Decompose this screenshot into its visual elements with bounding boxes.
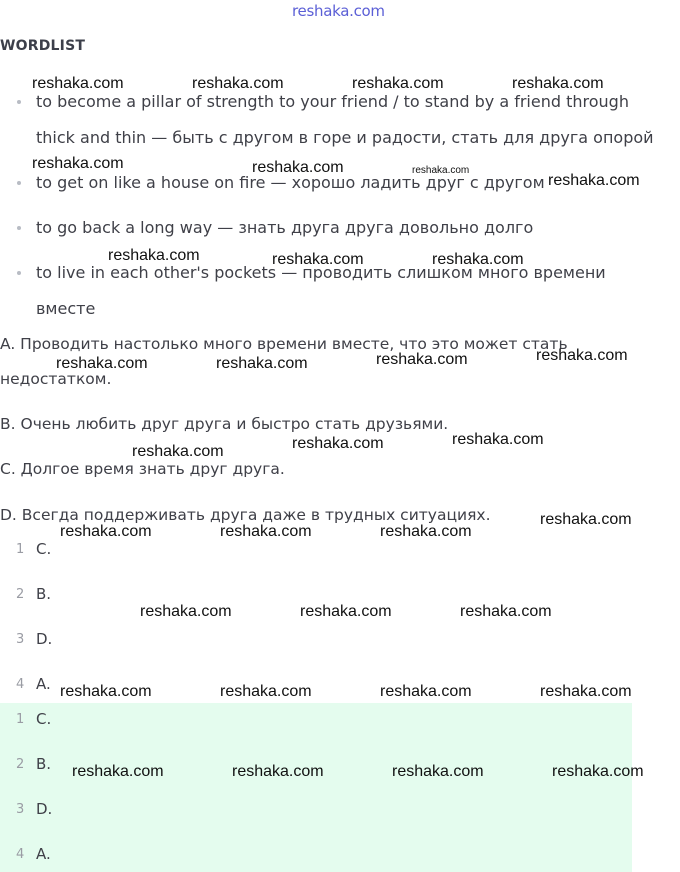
answer-letter: A. [36,675,51,693]
wordlist-item-4-line1: to live in each other's pockets — проводить слишком много времени [36,263,606,282]
answer-letter: B. [36,755,52,773]
wordlist-item-1-line1: to become a pillar of strength to your friend / to stand by a friend through [36,92,629,111]
answer-number: 3 [16,632,25,647]
watermark: reshaka.com [60,683,152,700]
watermark: reshaka.com [540,511,632,528]
watermark: reshaka.com [108,247,200,264]
wordlist-item-3: to go back a long way — знать друга друга довольно долго [36,218,534,237]
watermark: reshaka.com [60,523,152,540]
watermark: reshaka.com [352,75,444,92]
answer-number: 1 [16,712,25,727]
answer-number: 2 [16,757,25,772]
bullet-dot [17,226,21,230]
answer-letter: C. [36,540,52,558]
watermark: reshaka.com [380,523,472,540]
correct-answers-panel [0,703,632,872]
option-d: D. Всегда поддерживать друга даже в трудных ситуациях. [0,506,491,524]
wordlist-heading: WORDLIST [0,38,86,54]
watermark: reshaka.com [300,603,392,620]
watermark: reshaka.com [252,159,344,176]
answer-number: 1 [16,542,25,557]
answer-letter: D. [36,630,53,648]
watermark: reshaka.com [432,251,524,268]
answer-letter: C. [36,710,52,728]
bullet-dot [17,100,21,104]
watermark: reshaka.com [548,172,640,189]
watermark-small: reshaka.com [412,165,470,176]
wordlist-item-1-line2: thick and thin — быть с другом в горе и радости, стать для друга опорой [36,128,654,147]
answer-letter: D. [36,800,53,818]
answer-number: 2 [16,587,25,602]
watermark: reshaka.com [32,75,124,92]
option-b: B. Очень любить друг друга и быстро стать друзьями. [0,415,449,433]
answer-letter: B. [36,585,52,603]
watermark: reshaka.com [536,347,628,364]
watermark: reshaka.com [452,431,544,448]
watermark: reshaka.com [272,251,364,268]
watermark: reshaka.com [216,355,308,372]
option-a-line1: A. Проводить настолько много времени вместе, что это может стать [0,335,568,353]
option-a-line2: недостатком. [0,370,112,388]
watermark: reshaka.com [232,763,324,780]
watermark: reshaka.com [512,75,604,92]
wordlist-item-2: to get on like a house on fire — хорошо ладить друг с другом [36,173,545,192]
answer-number: 4 [16,847,25,862]
bullet-dot [17,181,21,185]
watermark: reshaka.com [552,763,644,780]
site-link[interactable]: reshaka.com [292,2,385,20]
watermark: reshaka.com [392,763,484,780]
option-c: C. Долгое время знать друг друга. [0,460,285,478]
watermark: reshaka.com [132,443,224,460]
watermark: reshaka.com [72,763,164,780]
watermark: reshaka.com [292,435,384,452]
bullet-dot [17,271,21,275]
watermark: reshaka.com [220,523,312,540]
answer-number: 4 [16,677,25,692]
watermark: reshaka.com [32,155,124,172]
watermark: reshaka.com [220,683,312,700]
watermark: reshaka.com [380,683,472,700]
answer-letter: A. [36,845,51,863]
watermark: reshaka.com [56,355,148,372]
watermark: reshaka.com [140,603,232,620]
watermark: reshaka.com [192,75,284,92]
watermark: reshaka.com [376,351,468,368]
watermark: reshaka.com [540,683,632,700]
answer-number: 3 [16,802,25,817]
watermark: reshaka.com [460,603,552,620]
wordlist-item-4-line2: вместе [36,299,96,318]
